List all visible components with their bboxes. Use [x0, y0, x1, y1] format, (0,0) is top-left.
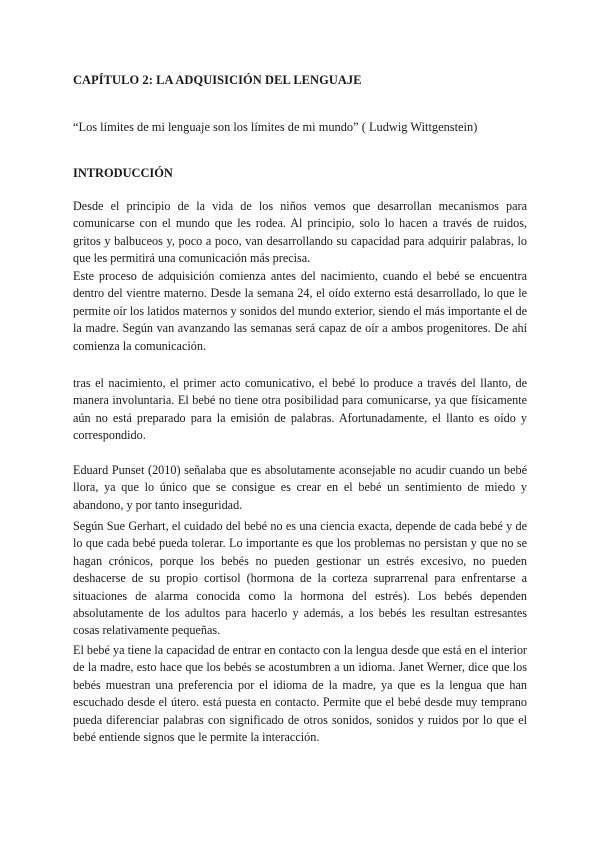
section-heading: INTRODUCCIÓN	[73, 166, 173, 180]
paragraph-4: Eduard Punset (2010) señalaba que es absolutamente aconsejable no acudir cuando un bebé llora, ya que lo único que se consigue es crear en el bebé un sentimiento de miedo y abandono, y por tanto inseguridad.	[73, 463, 527, 512]
paragraph-6: El bebé ya tiene la capacidad de entrar en contacto con la lengua desde que está en el interior de la madre, esto hace que los bebés se acostumbren a un idioma. Janet Werner, dice que los bebés muestran una preferencia por el idioma de la madre, ya que es la lengua que han escuchado desde el útero. está puesta en contacto. Permite que el bebé desde muy temprano pueda diferenciar palabras con significado de otros sonidos, sonidos y ruidos por lo que el bebé entiende signos que le permite la interacción.	[73, 643, 527, 745]
paragraph-5: Según Sue Gerhart, el cuidado del bebé no es una ciencia exacta, depende de cada bebé y de lo que cada bebé pueda tolerar. Lo importante es que los problemas no persistan y que no se hagan crónicos, porque los bebés no pueden gestionar un estrés excesivo, no pueden deshacerse de su propio cortisol (hormona de la corteza suprarrenal para enfrentarse a situaciones de alarma conocida como la hormona del estrés). Los bebés dependen absolutamente de los adultos para hacerlo y además, a los bebés les resultan estresantes cosas relativamente pequeñas.	[73, 519, 527, 638]
chapter-title: CAPÍTULO 2: LA ADQUISICIÓN DEL LENGUAJE	[73, 73, 362, 87]
paragraph-3: tras el nacimiento, el primer acto comunicativo, el bebé lo produce a través del llanto, de manera involuntaria. El bebé no tiene otra posibilidad para comunicarse, ya que físicamente aún no está preparado para la emisión de palabras. Afortunadamente, el llanto es oído y correspondido.	[73, 376, 527, 443]
paragraph-2: Este proceso de adquisición comienza antes del nacimiento, cuando el bebé se encuentra dentro del vientre materno. Desde la semana 24, el oído externo está desarrollado, lo que le permite oír los latidos maternos y sonidos del mundo exterior, siendo el más importante el de la madre. Según van avanzando las semanas será capaz de oír a ambos progenitores. De ahí comienza la comunicación.	[73, 269, 527, 353]
epigraph-quote: “Los límites de mi lenguaje son los límites de mi mundo” ( Ludwig Wittgenstein)	[73, 120, 478, 134]
paragraph-1: Desde el principio de la vida de los niños vemos que desarrollan mecanismos para comunicarse con el mundo que les rodea. Al principio, solo lo hacen a través de ruidos, gritos y balbuceos y, poco a poco, van desarrollando su capacidad para adquirir palabras, lo que les permitirá una comunicación más precisa.	[73, 199, 527, 266]
